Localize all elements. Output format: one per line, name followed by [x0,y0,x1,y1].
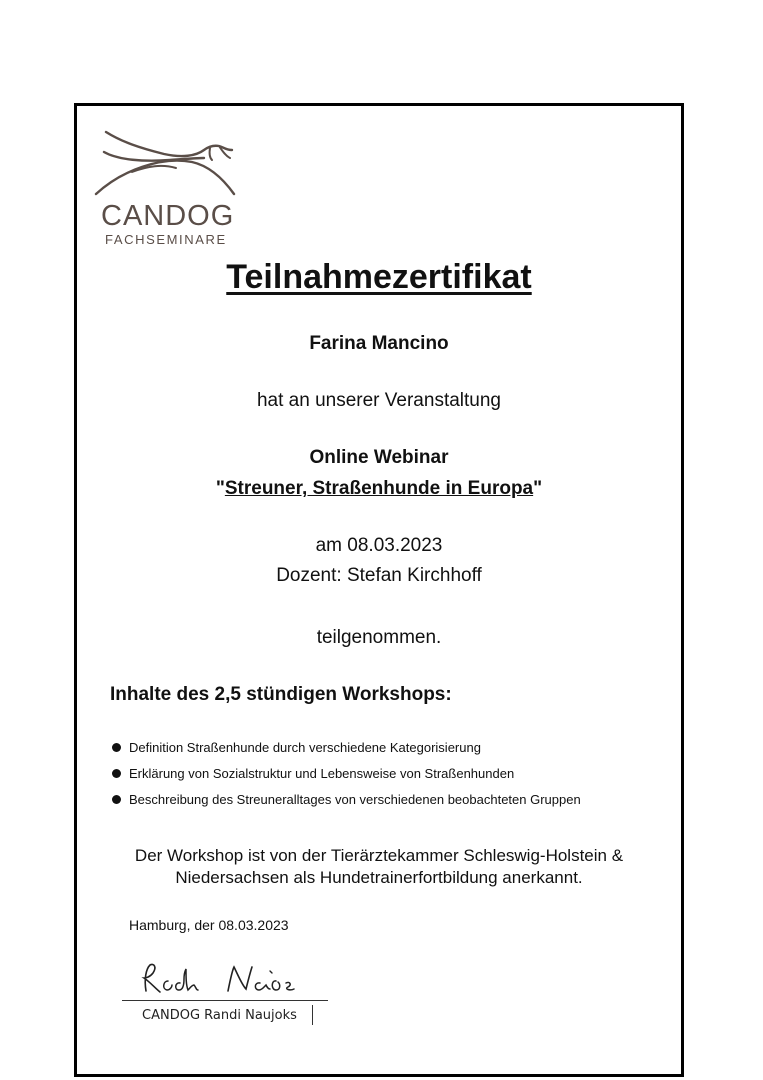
certificate-title: Teilnahmezertifikat [226,258,532,296]
signer-name: CANDOG Randi Naujoks [142,1008,297,1023]
recognition-line-2: Niedersachsen als Hundetrainerfortbildung anerkannt. [175,868,583,887]
dog-logo-icon [92,128,242,200]
place-date: Hamburg, der 08.03.2023 [129,917,289,933]
intro-text: hat an unserer Veranstaltung [256,390,501,411]
list-item [110,738,581,764]
list-item [110,790,581,816]
signer-divider [312,1005,313,1025]
logo-subtitle: FACHSEMINARE [105,232,227,247]
list-item-text: Erklärung von Sozialstruktur und Lebensweise von Straßenhunden [129,766,515,781]
contents-list [110,738,581,816]
bullet-icon [112,743,121,752]
event-date: am 08.03.2023 [315,535,443,556]
candog-logo [92,128,242,248]
bullet-icon [112,769,121,778]
participated-text: teilgenommen. [316,627,442,648]
event-title: "Streuner, Straßenhunde in Europa" [215,478,543,499]
list-item-text: Beschreibung des Streuneralltages von verschiedenen beobachteten Gruppen [129,792,581,807]
recognition-line-1: Der Workshop ist von der Tierärztekammer Schleswig-Holstein & [134,846,624,865]
signature-line [122,1000,328,1001]
event-type: Online Webinar [309,447,449,468]
list-item [110,764,581,790]
signature [120,957,335,1002]
contents-heading: Inhalte des 2,5 stündigen Workshops: [110,684,452,705]
participant-name: Farina Mancino [309,333,449,354]
recognition-text [77,845,681,889]
bullet-icon [112,795,121,804]
lecturer: Dozent: Stefan Kirchhoff [276,565,482,586]
event-title-text: Streuner, Straßenhunde in Europa [224,478,534,499]
list-item-text: Definition Straßenhunde durch verschiedene Kategorisierung [129,740,481,755]
logo-name: CANDOG [101,200,235,232]
